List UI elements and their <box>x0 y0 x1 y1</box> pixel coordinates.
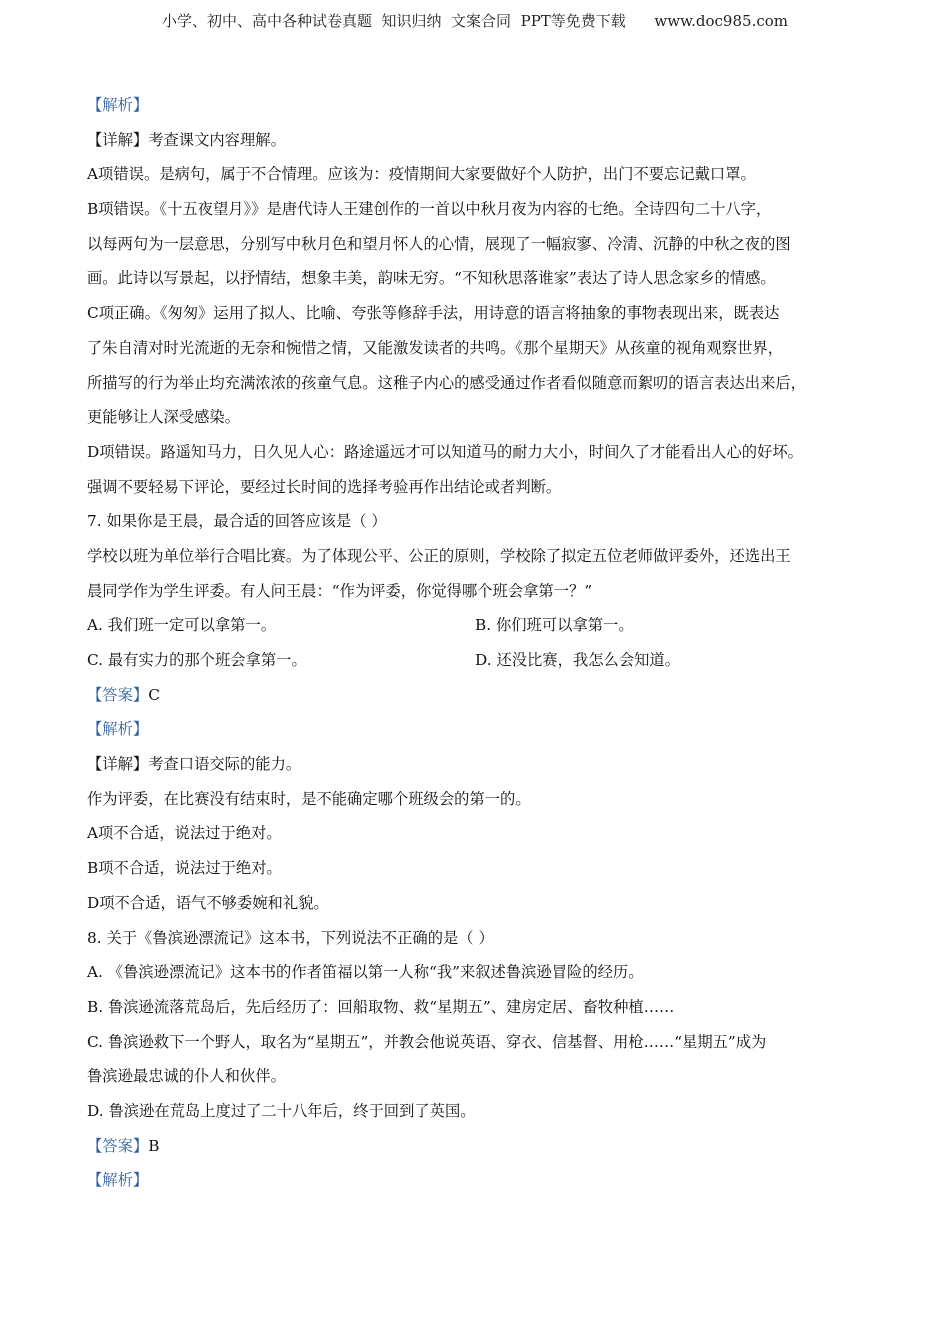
question-7-explanation: 作为评委，在比赛没有结束时，是不能确定哪个班级会的第一的。 <box>87 789 531 808</box>
option-b-analysis: B项错误。《十五夜望月》》是唐代诗人王建创作的一首以中秋月夜为内容的七绝。全诗四句二十八字， <box>87 200 772 219</box>
analysis-label: 【解析】 <box>87 720 149 739</box>
analysis-label: 【解析】 <box>87 1171 149 1190</box>
question-7-options-row <box>87 643 877 678</box>
question-7-explanation: A项不合适，说法过于绝对。 <box>87 824 282 843</box>
question-8: 8. 关于《鲁滨逊漂流记》这本书，下列说法不正确的是（ ） <box>87 928 494 947</box>
question-7-explanation: D项不合适，语气不够委婉和礼貌。 <box>87 893 329 912</box>
page-header: 小学、初中、高中各种试卷真题 知识归纳 文案合同 PPT等免费下载 www.doc985.com <box>161 12 788 30</box>
answer-label: 【答案】 <box>87 685 149 704</box>
question-8-answer <box>87 1129 877 1164</box>
question-7-options-row <box>87 608 877 643</box>
question-7-option-c: C. 最有实力的那个班会拿第一。 <box>87 651 307 669</box>
document-body <box>87 88 877 1198</box>
question-8-option-d: D. 鲁滨逊在荒岛上度过了二十八年后，终于回到了英国。 <box>87 1101 476 1120</box>
question-8-option-c: C. 鲁滨逊救下一个野人，取名为“星期五”，并教会他说英语、穿衣、信基督、用枪……“星期五”成为 <box>87 1032 767 1051</box>
question-7: 7. 如果你是王晨，最合适的回答应该是（ ） <box>87 512 387 531</box>
answer-value: B <box>148 1136 160 1155</box>
analysis-label: 【解析】 <box>87 96 149 114</box>
option-d-analysis: 强调不要轻易下评论，要经过长时间的选择考验再作出结论或者判断。 <box>87 477 562 496</box>
question-8-option-b: B. 鲁滨逊流落荒岛后，先后经历了：回船取物、救“星期五”、建房定居、畜牧种植…… <box>87 997 675 1016</box>
answer-label: 【答案】 <box>87 1136 149 1155</box>
option-c-analysis: 了朱自清对时光流逝的无奈和惋惜之情，又能激发读者的共鸣。《那个星期天》从孩童的视角观察世界， <box>87 338 784 357</box>
option-c-analysis: 更能够让人深受感染。 <box>87 408 240 427</box>
question-7-stem: 学校以班为单位举行合唱比赛。为了体现公平、公正的原则，学校除了拟定五位老师做评委外，还选出王 <box>87 546 791 565</box>
question-8-option-c: 鲁滨逊最忠诚的仆人和伙伴。 <box>87 1067 286 1086</box>
answer-value: C <box>148 685 160 704</box>
question-7-option-a: A. 我们班一定可以拿第一。 <box>87 616 277 635</box>
option-c-analysis: 所描写的行为举止均充满浓浓的孩童气息。这稚子内心的感受通过作者看似随意而絮叨的语言表达出来后， <box>87 373 806 392</box>
question-7-stem: 晨同学作为学生评委。有人问王晨：“作为评委，你觉得哪个班会拿第一？” <box>87 581 593 600</box>
option-b-analysis: 画。此诗以写景起，以抒情结，想象丰美，韵味无穷。“不知秋思落谁家”表达了诗人思念家乡的情感。 <box>87 269 776 288</box>
question-8-option-a: A. 《鲁滨逊漂流记》这本书的作者笛福以第一人称“我”来叙述鲁滨逊冒险的经历。 <box>87 963 644 982</box>
question-7-option-b: B. 你们班可以拿第一。 <box>475 616 634 635</box>
question-7-option-d: D. 还没比赛，我怎么会知道。 <box>475 651 681 669</box>
option-d-analysis: D项错误。路遥知马力，日久见人心：路途遥远才可以知道马的耐力大小，时间久了才能看出人心的好坏。 <box>87 442 803 461</box>
detail-line: 【详解】考查口语交际的能力。 <box>87 755 302 774</box>
option-b-analysis: 以每两句为一层意思，分别写中秋月色和望月怀人的心情，展现了一幅寂寥、冷清、沉静的中秋之夜的图 <box>87 234 791 253</box>
option-c-analysis: C项正确。《匆匆》运用了拟人、比喻、夸张等修辞手法，用诗意的语言将抽象的事物表现出来，既表达 <box>87 304 780 323</box>
question-7-explanation: B项不合适，说法过于绝对。 <box>87 859 282 878</box>
option-a-analysis: A项错误。是病句，属于不合情理。应该为：疫情期间大家要做好个人防护，出门不要忘记戴口罩。 <box>87 165 756 184</box>
question-7-answer <box>87 678 877 713</box>
detail-line: 【详解】考查课文内容理解。 <box>87 130 286 149</box>
